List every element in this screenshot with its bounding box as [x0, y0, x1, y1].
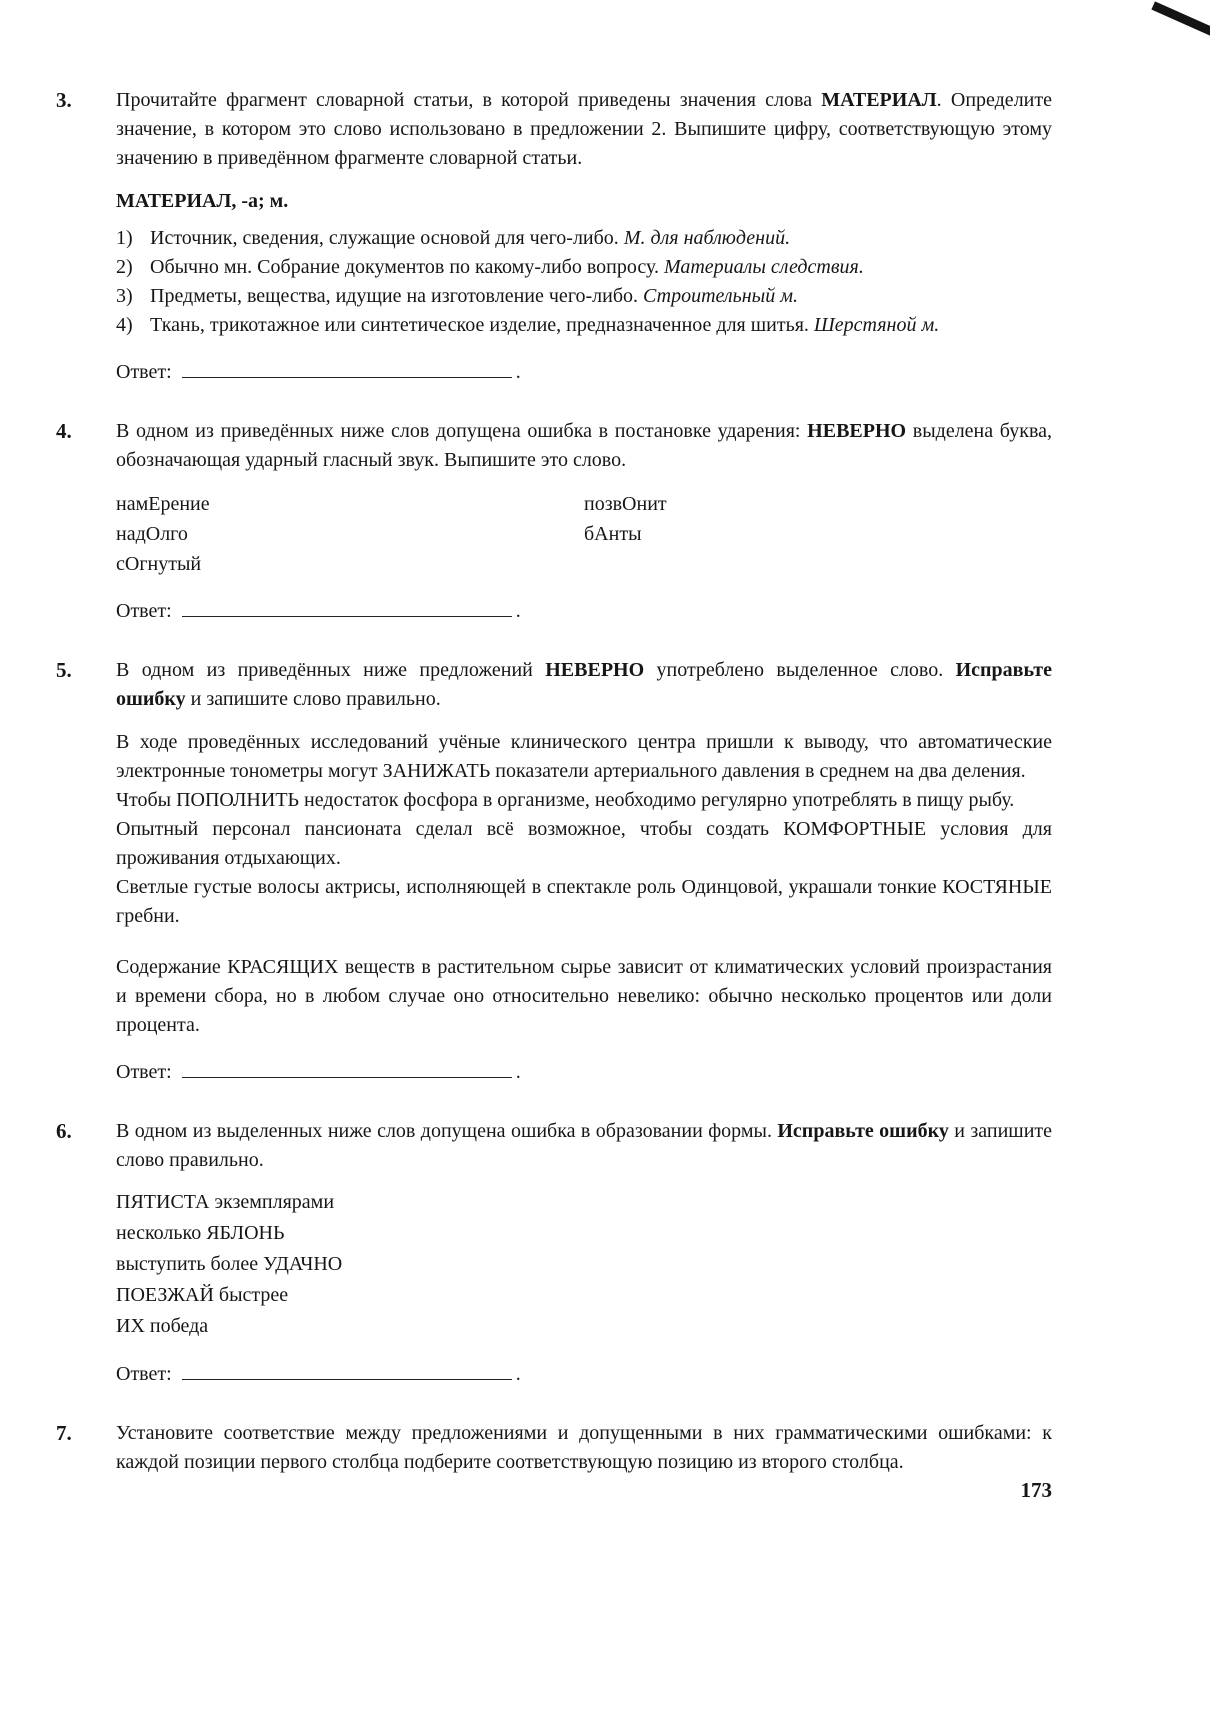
- word-item: надОлго: [116, 523, 188, 545]
- word-form-item: ПОЕЗЖАЙ быстрее: [116, 1284, 289, 1306]
- sentence-item: Опытный персонал пансионата сделал всё возможное, чтобы создать КОМФОРТНЫЕ условия для проживания отдыхающих.: [116, 818, 1052, 869]
- task-6-number: 6.: [56, 1119, 72, 1143]
- dictionary-item: [116, 282, 1052, 311]
- task-4-number: 4.: [56, 419, 72, 443]
- task-4: [56, 417, 1052, 626]
- word-form-item: несколько ЯБЛОНЬ: [116, 1222, 285, 1244]
- word-item: сОгнутый: [116, 553, 202, 575]
- task-4-prompt: В одном из приведённых ниже слов допущена ошибка в постановке ударения: НЕВЕРНО выделена буква, обозначающая ударный гласный звук. Выпишите это слово.: [116, 420, 1052, 471]
- answer-label: Ответ:: [116, 600, 172, 622]
- answer-blank: [182, 1360, 512, 1380]
- dictionary-item-text: Обычно мн. Собрание документов по какому-либо вопросу. Материалы следствия.: [150, 256, 864, 278]
- stress-word-column-left: [116, 489, 584, 579]
- stress-word-list: [116, 489, 1052, 579]
- word-form-item: выступить более УДАЧНО: [116, 1253, 343, 1275]
- task-3-prompt: Прочитайте фрагмент словарной статьи, в которой приведены значения слова МАТЕРИАЛ. Определите значение, в котором это слово использовано в предложении 2. Выпишите цифру, соответствующую этому значению в приведённом фрагменте словарной статьи.: [116, 89, 1052, 169]
- scan-artifact: [1151, 1, 1210, 39]
- dictionary-definitions: [116, 224, 1052, 340]
- answer-label: Ответ:: [116, 1061, 172, 1083]
- task-3: [56, 86, 1052, 387]
- task-5-prompt: В одном из приведённых ниже предложений НЕВЕРНО употреблено выделенное слово. Исправьте ошибку и запишите слово правильно.: [116, 659, 1052, 710]
- dictionary-item-number: 3): [116, 285, 133, 307]
- answer-row: [116, 358, 1052, 387]
- sentence-item: В ходе проведённых исследований учёные клинического центра пришли к выводу, что автоматические электронные тонометры могут ЗАНИЖАТЬ показатели артериального давления в среднем на два деления.: [116, 731, 1052, 782]
- sentence-item: Чтобы ПОПОЛНИТЬ недостаток фосфора в организме, необходимо регулярно употреблять в пищу рыбу.: [116, 789, 1015, 811]
- dictionary-headword: МАТЕРИАЛ, -а; м.: [116, 190, 289, 212]
- task-5-number: 5.: [56, 658, 72, 682]
- answer-period: .: [515, 1363, 521, 1385]
- answer-blank: [182, 358, 512, 378]
- word-form-item: ИХ победа: [116, 1315, 209, 1337]
- task-7-number: 7.: [56, 1421, 72, 1445]
- answer-row: [116, 1360, 1052, 1389]
- task-7-prompt: Установите соответствие между предложениями и допущенными в них грамматическими ошибками: к каждой позиции первого столбца подберите соответствующую позицию из второго столбца.: [116, 1422, 1052, 1473]
- answer-blank: [182, 1058, 512, 1078]
- dictionary-item: [116, 311, 1052, 340]
- sentence-item: Содержание КРАСЯЩИХ веществ в растительном сырье зависит от климатических условий произрастания и времени сбора, но в любом случае оно относительно невелико: обычно несколько процентов или доли процента.: [116, 956, 1052, 1036]
- dictionary-item: [116, 253, 1052, 282]
- page-number: 173: [1020, 1478, 1052, 1502]
- task-5: [56, 656, 1052, 1087]
- task-7: [56, 1419, 1052, 1477]
- answer-period: .: [515, 600, 521, 622]
- sentence-list: [116, 728, 1052, 1040]
- sentence-item: Светлые густые волосы актрисы, исполняющей в спектакле роль Одинцовой, украшали тонкие КОСТЯНЫЕ гребни.: [116, 876, 1052, 927]
- dictionary-item-text: Источник, сведения, служащие основой для чего-либо. М. для наблюдений.: [150, 227, 791, 249]
- answer-period: .: [515, 361, 521, 383]
- word-item: намЕрение: [116, 493, 210, 515]
- answer-row: [116, 597, 1052, 626]
- answer-row: [116, 1058, 1052, 1087]
- answer-period: .: [515, 1061, 521, 1083]
- word-item: бАнты: [584, 523, 642, 545]
- task-6: [56, 1117, 1052, 1389]
- dictionary-item: [116, 224, 1052, 253]
- dictionary-item-number: 1): [116, 227, 133, 249]
- task-6-prompt: В одном из выделенных ниже слов допущена ошибка в образовании формы. Исправьте ошибку и запишите слово правильно.: [116, 1120, 1053, 1171]
- word-item: позвОнит: [584, 493, 667, 515]
- dictionary-item-text: Предметы, вещества, идущие на изготовление чего-либо. Строительный м.: [150, 285, 798, 307]
- dictionary-item-number: 4): [116, 314, 133, 336]
- word-form-item: ПЯТИСТА экземплярами: [116, 1191, 335, 1213]
- word-form-list: [116, 1187, 1052, 1342]
- stress-word-column-right: [584, 489, 1052, 579]
- answer-label: Ответ:: [116, 1363, 172, 1385]
- dictionary-item-text: Ткань, трикотажное или синтетическое изделие, предназначенное для шитья. Шерстяной м.: [150, 314, 940, 336]
- dictionary-item-number: 2): [116, 256, 133, 278]
- answer-label: Ответ:: [116, 361, 172, 383]
- answer-blank: [182, 597, 512, 617]
- task-3-number: 3.: [56, 88, 72, 112]
